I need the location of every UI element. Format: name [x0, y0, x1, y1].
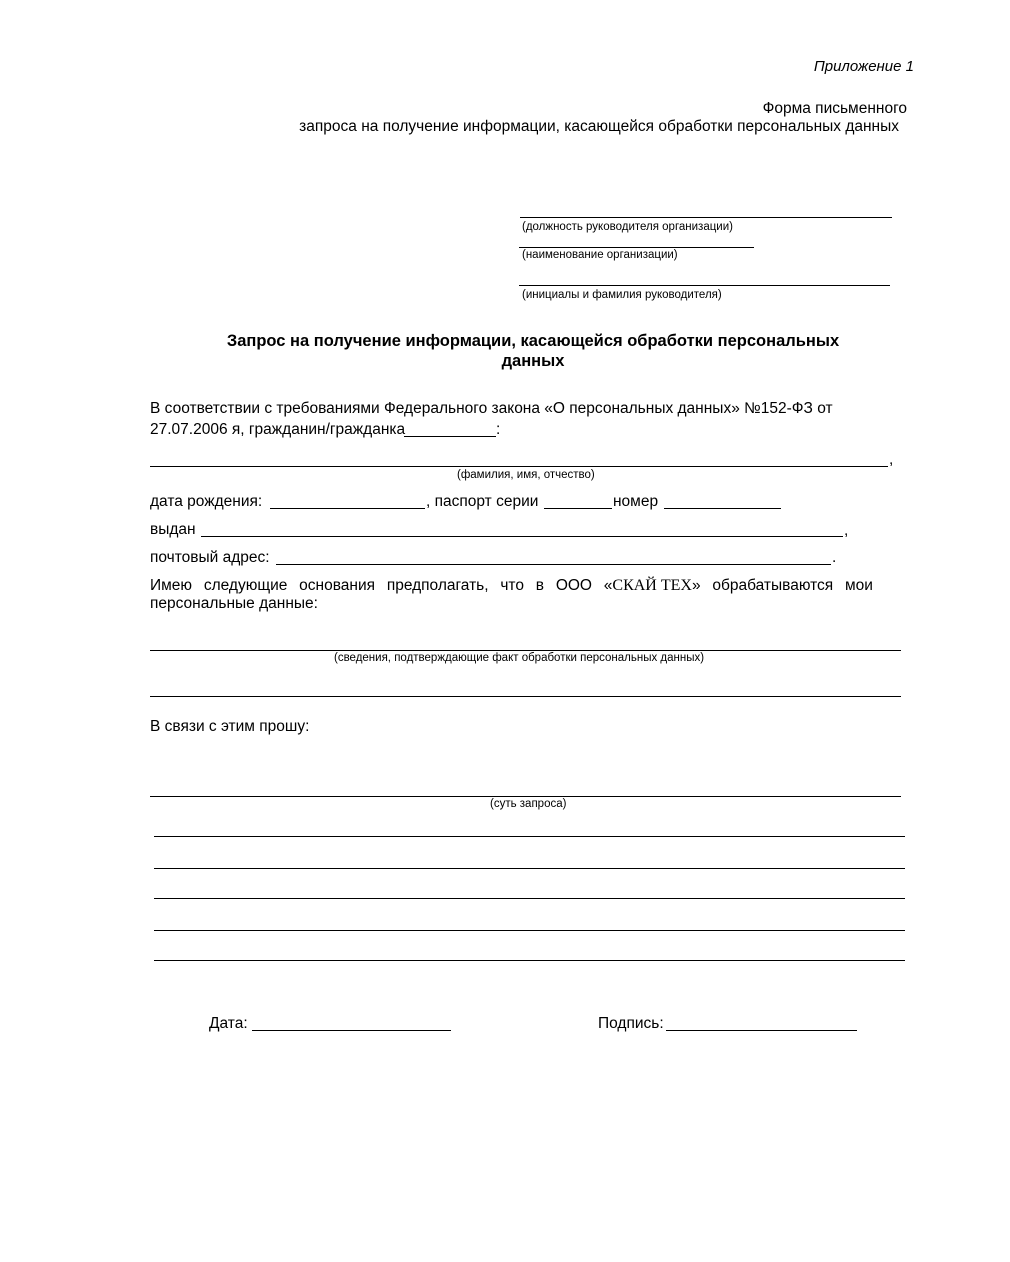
head-name-caption: (инициалы и фамилия руководителя) — [522, 289, 722, 301]
request-input-line-2[interactable] — [154, 836, 905, 837]
request-input-line-5[interactable] — [154, 930, 905, 931]
fio-input-line[interactable] — [150, 466, 888, 467]
close-quote: » — [691, 577, 701, 594]
signature-input-line[interactable] — [666, 1030, 857, 1031]
company-name: СКАЙ ТЕХ — [612, 577, 692, 594]
issued-by-input-line[interactable] — [201, 536, 843, 537]
intro-line1: В соответствии с требованиями Федерального закона «О персональных данных» №152-ФЗ от — [150, 400, 833, 417]
grounds-word: ООО — [555, 577, 592, 594]
grounds-word: предполагать, — [386, 577, 489, 594]
request-caption: (суть запроса) — [490, 798, 567, 810]
request-input-line-1[interactable] — [150, 796, 901, 797]
address-dot: . — [832, 549, 837, 566]
passport-number-label: номер — [613, 493, 659, 510]
grounds-word: основания — [299, 577, 376, 594]
form-subtitle-line2: запроса на получение информации, касающейся обработки персональных данных — [299, 118, 899, 135]
birth-date-label: дата рождения: — [150, 493, 263, 510]
passport-series-input-line[interactable] — [544, 508, 612, 509]
grounds-input-line-2[interactable] — [150, 696, 901, 697]
grounds-word: обрабатываются — [712, 577, 834, 594]
head-name-input-line[interactable] — [519, 285, 890, 286]
fio-caption: (фамилия, имя, отчество) — [457, 469, 595, 481]
request-input-line-4[interactable] — [154, 898, 905, 899]
passport-number-input-line[interactable] — [664, 508, 781, 509]
title-line2: данных — [501, 352, 565, 370]
grounds-word: что — [500, 577, 524, 594]
postal-address-label: почтовый адрес: — [150, 549, 270, 566]
title-line1: Запрос на получение информации, касающейся обработки персональных — [226, 332, 840, 350]
grounds-word: мои — [845, 577, 873, 594]
grounds-line1 — [150, 577, 873, 595]
date-label: Дата: — [209, 1015, 248, 1032]
position-caption: (должность руководителя организации) — [522, 221, 733, 233]
organization-caption: (наименование организации) — [522, 249, 678, 261]
form-subtitle-line1: Форма письменного — [762, 100, 907, 117]
signature-label: Подпись: — [598, 1015, 664, 1032]
organization-input-line[interactable] — [519, 247, 754, 248]
issued-by-label: выдан — [150, 521, 196, 538]
open-quote: « — [603, 577, 613, 594]
postal-address-input-line[interactable] — [276, 564, 831, 565]
grounds-input-line-1[interactable] — [150, 650, 901, 651]
passport-series-label: , паспорт серии — [426, 493, 539, 510]
grounds-word: в — [535, 577, 545, 594]
issued-comma: , — [844, 522, 849, 539]
request-label: В связи с этим прошу: — [150, 718, 310, 735]
document-title — [150, 331, 916, 371]
company-name-quoted — [604, 577, 701, 595]
intro-line2: 27.07.2006 я, гражданин/гражданка — [150, 421, 406, 438]
position-input-line[interactable] — [520, 217, 892, 218]
request-input-line-3[interactable] — [154, 868, 905, 869]
citizen-input-line[interactable] — [404, 436, 496, 437]
request-input-line-6[interactable] — [154, 960, 905, 961]
intro-colon: : — [496, 421, 501, 438]
appendix-label: Приложение 1 — [813, 58, 914, 75]
grounds-word: Имею — [150, 577, 193, 594]
birth-date-input-line[interactable] — [270, 508, 425, 509]
grounds-caption: (сведения, подтверждающие факт обработки персональных данных) — [334, 652, 705, 664]
fio-comma: , — [889, 451, 894, 468]
date-input-line[interactable] — [252, 1030, 451, 1031]
grounds-line2: персональные данные: — [150, 595, 318, 612]
grounds-word: следующие — [203, 577, 288, 594]
